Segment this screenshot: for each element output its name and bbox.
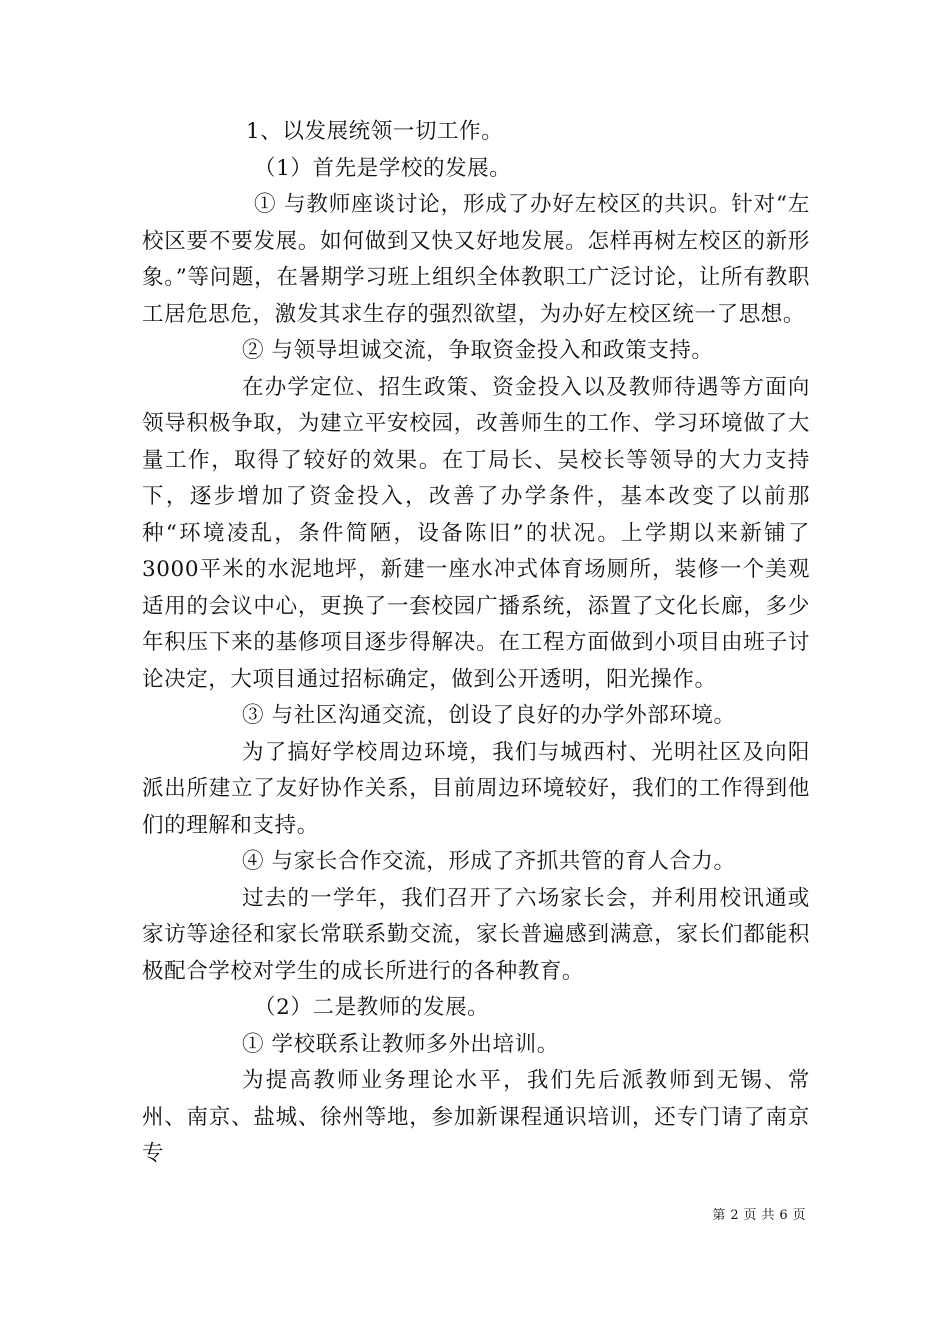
body-paragraph: 在办学定位、招生政策、资金投入以及教师待遇等方面向领导积极争取，为建立平安校园，改善师生的工作、学习环境做了大量工作，取得了较好的效果。在丁局长、吴校长等领导的大力支持下，逐步增加了资金投入，改善了办学条件，基本改变了以前那种“环境凌乱，条件简陋，设备陈旧”的状况。上学期以来新铺了3000平米的水泥地坪，新建一座水冲式体育场厕所，装修一个美观适用的会议中心，更换了一套校园广播系统，添置了文化长廊，多少年积压下来的基修项目逐步得解决。在工程方面做到小项目由班子讨论决定，大项目通过招标确定，做到公开透明，阳光操作。 bbox=[142, 374, 810, 692]
body-paragraph: 过去的一学年，我们召开了六场家长会，并利用校讯通或家访等途径和家长常联系勤交流，家长普遍感到满意，家长们都能积极配合学校对学生的成长所进行的各种教育。 bbox=[142, 885, 810, 984]
subsection-heading: （1）首先是学校的发展。 bbox=[254, 155, 512, 181]
body-paragraph: 为提高教师业务理论水平，我们先后派教师到无锡、常州、南京、盐城、徐州等地，参加新课程通识培训，还专门请了南京专 bbox=[142, 1068, 810, 1166]
body-paragraph: 为了搞好学校周边环境，我们与城西村、光明社区及向阳派出所建立了友好协作关系，目前周边环境较好，我们的工作得到他们的理解和支持。 bbox=[142, 739, 810, 838]
item-heading: ④ 与家长合作交流，形成了齐抓共管的育人合力。 bbox=[242, 849, 736, 874]
document-body bbox=[142, 114, 810, 1173]
item-heading: ② 与领导坦诚交流，争取资金投入和政策支持。 bbox=[242, 338, 714, 363]
page-number: 第 2 页 共 6 页 bbox=[712, 1208, 806, 1223]
subsection-heading: （2）二是教师的发展。 bbox=[254, 995, 490, 1020]
section-heading: 1、以发展统领一切工作。 bbox=[246, 119, 504, 144]
item-heading: ③ 与社区沟通交流，创设了良好的办学外部环境。 bbox=[242, 703, 736, 728]
body-paragraph: ① 与教师座谈讨论，形成了办好左校区的共识。针对“左校区要不要发展。如何做到又快又好地发展。怎样再树左校区的新形象。”等问题，在暑期学习班上组织全体教职工广泛讨论，让所有教职工居危思危，激发其求生存的强烈欲望，为办好左校区统一了思想。 bbox=[142, 192, 810, 327]
item-heading: ① 学校联系让教师多外出培训。 bbox=[242, 1031, 559, 1057]
